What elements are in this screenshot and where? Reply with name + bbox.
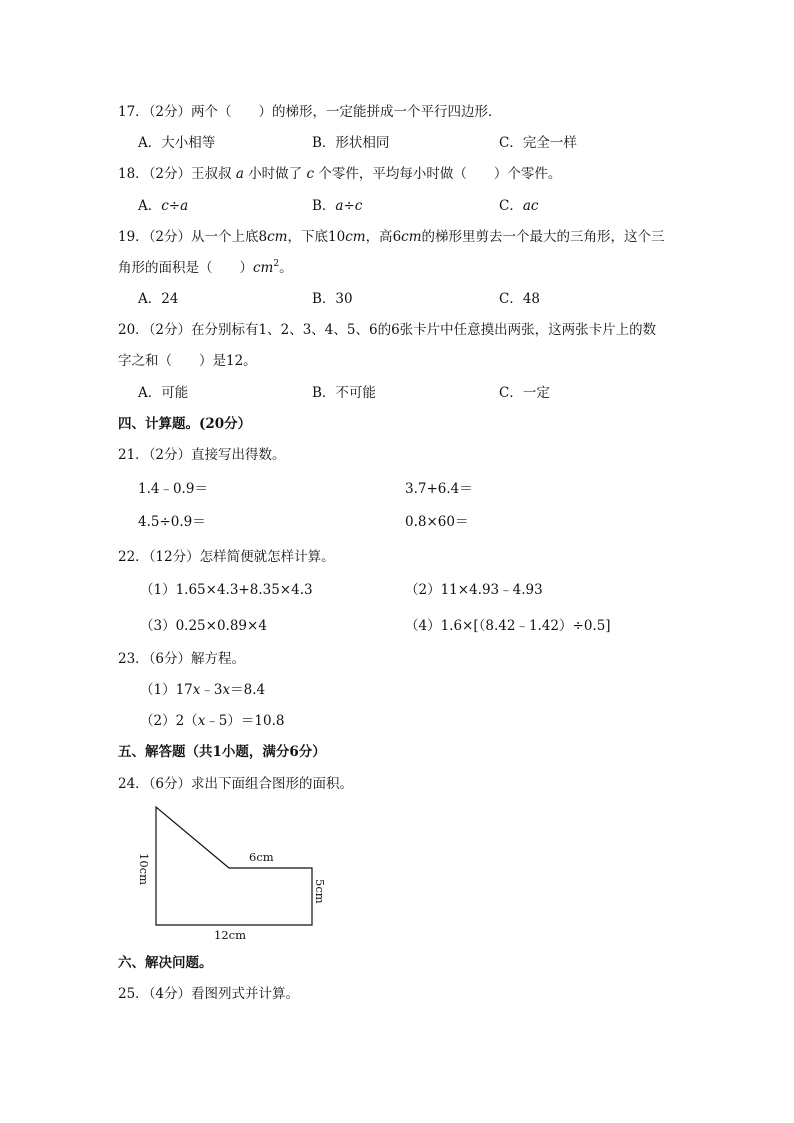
section-5-heading: 五、解答题（共1小题，满分6分） xyxy=(118,744,326,760)
question-22-item-1: （1）1.65×4.3+8.35×4.3 xyxy=(140,582,313,598)
question-20-option-a: A．可能 xyxy=(138,385,189,401)
question-21-item-3: 4.5÷0.9＝ xyxy=(138,514,206,530)
question-19-option-c: C．48 xyxy=(499,291,541,307)
question-21-item-2: 3.7+6.4＝ xyxy=(405,481,473,497)
label-right-5cm: 5cm xyxy=(313,879,327,904)
section-4-heading: 四、计算题。(20分） xyxy=(118,416,252,432)
question-17-stem: 17．（2分）两个（ ）的梯形，一定能拼成一个平行四边形． xyxy=(118,104,502,120)
question-20-stem-line2: 字之和（ ）是12。 xyxy=(118,353,257,369)
question-25-stem: 25．（4分）看图列式并计算。 xyxy=(118,986,300,1002)
question-23-item-1: （1）17x﹣3x＝8.4 xyxy=(140,682,266,698)
question-22-stem: 22．（12分）怎样简便就怎样计算。 xyxy=(118,549,335,565)
question-18-option-b: B．a÷c xyxy=(312,198,363,214)
question-17-option-c: C．完全一样 xyxy=(499,135,577,151)
composite-shape-outline xyxy=(156,807,312,925)
question-21-stem: 21．（2分）直接写出得数。 xyxy=(118,447,286,463)
question-24-stem: 24．（6分）求出下面组合图形的面积。 xyxy=(118,776,354,792)
question-22-item-3: （3）0.25×0.89×4 xyxy=(140,618,267,634)
question-21-item-4: 0.8×60＝ xyxy=(405,514,469,530)
question-19-option-a: A．24 xyxy=(138,291,179,307)
label-left-10cm: 10cm xyxy=(137,853,151,885)
label-bottom-12cm: 12cm xyxy=(214,928,246,942)
question-23-stem: 23．（6分）解方程。 xyxy=(118,651,246,667)
question-19-stem-line2: 角形的面积是（ ）$cm^2$。 xyxy=(118,259,293,276)
question-20-stem-line1: 20．（2分）在分别标有1、2、3、4、5、6的6张卡片中任意摸出两张，这两张卡片上的数 xyxy=(118,322,657,338)
question-17-option-a: A．大小相等 xyxy=(138,135,216,151)
question-17-option-b: B．形状相同 xyxy=(312,135,390,151)
question-20-option-c: C．一定 xyxy=(499,385,550,401)
composite-figure xyxy=(130,795,340,945)
label-top-6cm: 6cm xyxy=(249,850,274,864)
question-18-option-a: A．c÷a xyxy=(138,198,189,214)
question-20-option-b: B．不可能 xyxy=(312,385,376,401)
question-22-item-4: （4）1.6×[（8.42﹣1.42）÷0.5] xyxy=(405,618,611,634)
question-21-item-1: 1.4﹣0.9＝ xyxy=(138,481,208,497)
question-19-option-b: B．30 xyxy=(312,291,353,307)
question-23-item-2: （2）2（x﹣5）＝10.8 xyxy=(140,713,285,729)
question-18-option-c: C．ac xyxy=(499,198,539,214)
question-19-stem-line1: 19．（2分）从一个上底8cm，下底10cm，高6cm的梯形里剪去一个最大的三角形，这个三 xyxy=(118,229,665,245)
question-22-item-2: （2）11×4.93﹣4.93 xyxy=(405,582,543,598)
question-18-stem: 18．（2分）王叔叔 a 小时做了 c 个零件，平均每小时做（ ）个零件。 xyxy=(118,166,562,182)
section-6-heading: 六、解决问题。 xyxy=(118,955,213,971)
